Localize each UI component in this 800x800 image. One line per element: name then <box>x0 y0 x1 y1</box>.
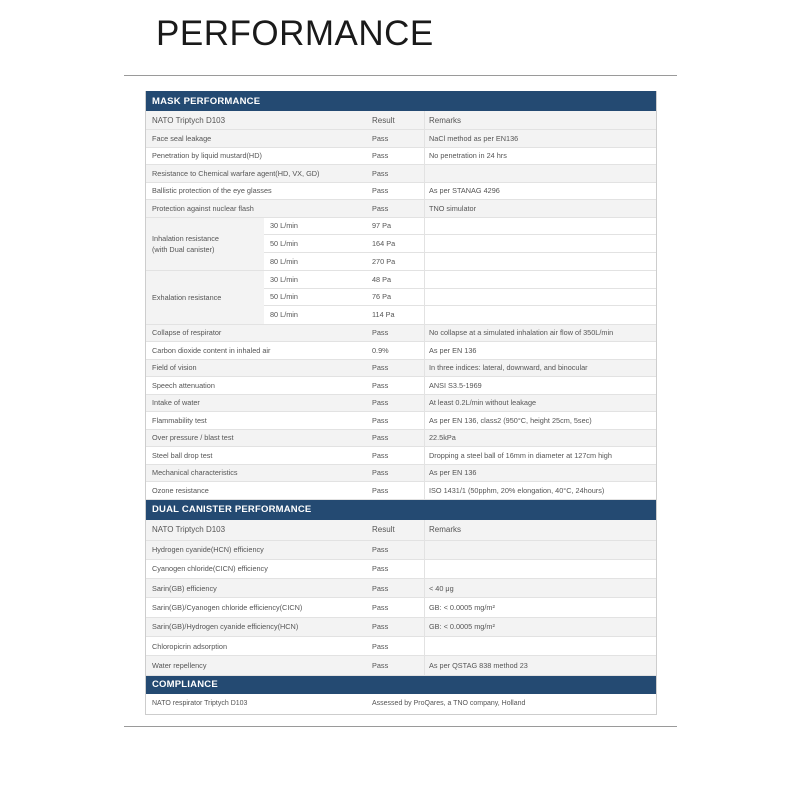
inhalation-resistance-label <box>146 218 264 271</box>
row-result: Pass <box>372 485 389 495</box>
table-row <box>146 200 656 218</box>
column-header-result: Result <box>372 115 395 125</box>
table-row <box>146 130 656 148</box>
dual-canister-header: DUAL CANISTER PERFORMANCE <box>146 500 656 520</box>
row-item: Ozone resistance <box>152 485 209 495</box>
row-remarks: GB: < 0.0005 mg/m² <box>424 618 656 636</box>
table-row <box>146 482 656 500</box>
table-row <box>146 560 656 579</box>
row-item: Hydrogen cyanide(HCN) efficiency <box>152 545 264 555</box>
row-result: Pass <box>372 433 389 443</box>
table-row <box>146 430 656 448</box>
row-item: Mechanical characteristics <box>152 468 238 478</box>
compliance-row <box>146 694 656 714</box>
row-result: Pass <box>372 622 389 632</box>
row-item: Sarin(GB) efficiency <box>152 583 217 593</box>
flow-row <box>264 218 656 236</box>
compliance-header: COMPLIANCE <box>146 676 656 694</box>
row-remarks: TNO simulator <box>424 200 656 217</box>
resistance-value: 48 Pa <box>372 274 392 284</box>
page-title: PERFORMANCE <box>156 14 434 53</box>
flow-rate: 50 L/min <box>270 292 298 302</box>
table-row <box>146 618 656 637</box>
row-item: Resistance to Chemical warfare agent(HD, VX, GD) <box>152 168 320 178</box>
exhalation-resistance-group <box>146 271 656 325</box>
inhalation-label-line2: (with Dual canister) <box>152 244 215 254</box>
row-result: Pass <box>372 415 389 425</box>
row-item: Sarin(GB)/Cyanogen chloride efficiency(CICN) <box>152 603 303 613</box>
mask-column-header-row <box>146 111 656 130</box>
row-result: Pass <box>372 380 389 390</box>
row-item: Cyanogen chloride(CICN) efficiency <box>152 564 268 574</box>
inhalation-resistance-group <box>146 218 656 272</box>
row-result: 0.9% <box>372 345 389 355</box>
bottom-divider <box>124 726 677 727</box>
row-remarks: 22.5kPa <box>424 430 656 447</box>
row-item: Carbon dioxide content in inhaled air <box>152 345 271 355</box>
row-result: Pass <box>372 398 389 408</box>
table-row <box>146 579 656 598</box>
row-result: Pass <box>372 133 389 143</box>
row-remarks: < 40 μg <box>424 579 656 597</box>
resistance-value: 76 Pa <box>372 292 392 302</box>
row-remarks <box>424 235 656 252</box>
row-result: Pass <box>372 468 389 478</box>
row-remarks <box>424 306 656 324</box>
row-remarks: Dropping a steel ball of 16mm in diameter at 127cm high <box>424 447 656 464</box>
row-remarks <box>424 165 656 182</box>
row-item: Over pressure / blast test <box>152 433 234 443</box>
row-remarks: No collapse at a simulated inhalation air flow of 350L/min <box>424 325 656 342</box>
row-item: Chloropicrin adsorption <box>152 641 228 651</box>
row-remarks: ANSI S3.5-1969 <box>424 377 656 394</box>
row-item: Field of vision <box>152 363 197 373</box>
row-remarks: As per EN 136, class2 (950°C, height 25cm, 5sec) <box>424 412 656 429</box>
row-remarks: No penetration in 24 hrs <box>424 148 656 165</box>
flow-row <box>264 271 656 289</box>
flow-row <box>264 306 656 324</box>
compliance-item: NATO respirator Triptych D103 <box>152 700 248 708</box>
table-row <box>146 412 656 430</box>
table-row <box>146 447 656 465</box>
table-row <box>146 360 656 378</box>
inhalation-label-line1: Inhalation resistance <box>152 233 219 243</box>
row-remarks: As per QSTAG 838 method 23 <box>424 656 656 674</box>
row-remarks <box>424 541 656 559</box>
row-remarks: As per STANAG 4296 <box>424 183 656 200</box>
flow-row <box>264 289 656 307</box>
row-item: Protection against nuclear flash <box>152 203 254 213</box>
row-remarks: NaCl method as per EN136 <box>424 130 656 147</box>
row-item: Ballistic protection of the eye glasses <box>152 186 272 196</box>
exhalation-resistance-label: Exhalation resistance <box>146 271 264 324</box>
row-result: Pass <box>372 564 389 574</box>
flow-rate: 50 L/min <box>270 238 298 248</box>
resistance-value: 114 Pa <box>372 310 395 320</box>
table-row <box>146 148 656 166</box>
row-result: Pass <box>372 203 389 213</box>
resistance-value: 164 Pa <box>372 238 396 248</box>
row-result: Pass <box>372 660 389 670</box>
row-item: Face seal leakage <box>152 133 212 143</box>
row-result: Pass <box>372 151 389 161</box>
row-remarks <box>424 218 656 235</box>
row-item: Collapse of respirator <box>152 328 222 338</box>
row-remarks: At least 0.2L/min without leakage <box>424 395 656 412</box>
row-item: Penetration by liquid mustard(HD) <box>152 151 262 161</box>
column-header-remarks: Remarks <box>424 111 656 129</box>
row-result: Pass <box>372 168 389 178</box>
row-result: Pass <box>372 641 389 651</box>
row-item: Flammability test <box>152 415 207 425</box>
row-remarks <box>424 637 656 655</box>
row-item: Speech attenuation <box>152 380 215 390</box>
compliance-value: Assessed by ProQares, a TNO company, Holland <box>372 700 526 708</box>
row-remarks: In three indices: lateral, downward, and binocular <box>424 360 656 377</box>
row-remarks: ISO 1431/1 (50pphm, 20% elongation, 40°C, 24hours) <box>424 482 656 499</box>
flow-row <box>264 253 656 271</box>
row-remarks: As per EN 136 <box>424 342 656 359</box>
row-item: Water repellency <box>152 660 207 670</box>
row-remarks: As per EN 136 <box>424 465 656 482</box>
row-result: Pass <box>372 450 389 460</box>
table-row <box>146 377 656 395</box>
row-remarks <box>424 253 656 271</box>
table-row <box>146 541 656 560</box>
flow-rate: 80 L/min <box>270 256 298 266</box>
row-remarks <box>424 289 656 306</box>
row-result: Pass <box>372 186 389 196</box>
column-header-remarks: Remarks <box>424 520 656 540</box>
flow-rate: 30 L/min <box>270 274 298 284</box>
row-result: Pass <box>372 328 389 338</box>
column-header-result: Result <box>372 525 395 534</box>
table-row <box>146 656 656 675</box>
row-item: Steel ball drop test <box>152 450 213 460</box>
table-row <box>146 465 656 483</box>
table-row <box>146 183 656 201</box>
resistance-value: 97 Pa <box>372 221 392 231</box>
row-result: Pass <box>372 583 389 593</box>
table-row <box>146 598 656 617</box>
table-row <box>146 165 656 183</box>
dual-column-header-row <box>146 520 656 541</box>
row-item: Intake of water <box>152 398 200 408</box>
table-row <box>146 637 656 656</box>
flow-rate: 80 L/min <box>270 310 298 320</box>
table-row <box>146 325 656 343</box>
table-row <box>146 395 656 413</box>
resistance-value: 270 Pa <box>372 256 396 266</box>
row-result: Pass <box>372 363 389 373</box>
row-remarks <box>424 560 656 578</box>
performance-document <box>145 91 657 715</box>
row-remarks: GB: < 0.0005 mg/m² <box>424 598 656 616</box>
table-row <box>146 342 656 360</box>
row-result: Pass <box>372 603 389 613</box>
row-result: Pass <box>372 545 389 555</box>
mask-performance-header: MASK PERFORMANCE <box>146 91 656 111</box>
column-header-item: NATO Triptych D103 <box>152 115 226 125</box>
row-item: Sarin(GB)/Hydrogen cyanide efficiency(HCN) <box>152 622 299 632</box>
column-header-item: NATO Triptych D103 <box>152 525 226 534</box>
row-remarks <box>424 271 656 288</box>
flow-rate: 30 L/min <box>270 221 298 231</box>
flow-row <box>264 235 656 253</box>
top-divider <box>124 75 677 76</box>
